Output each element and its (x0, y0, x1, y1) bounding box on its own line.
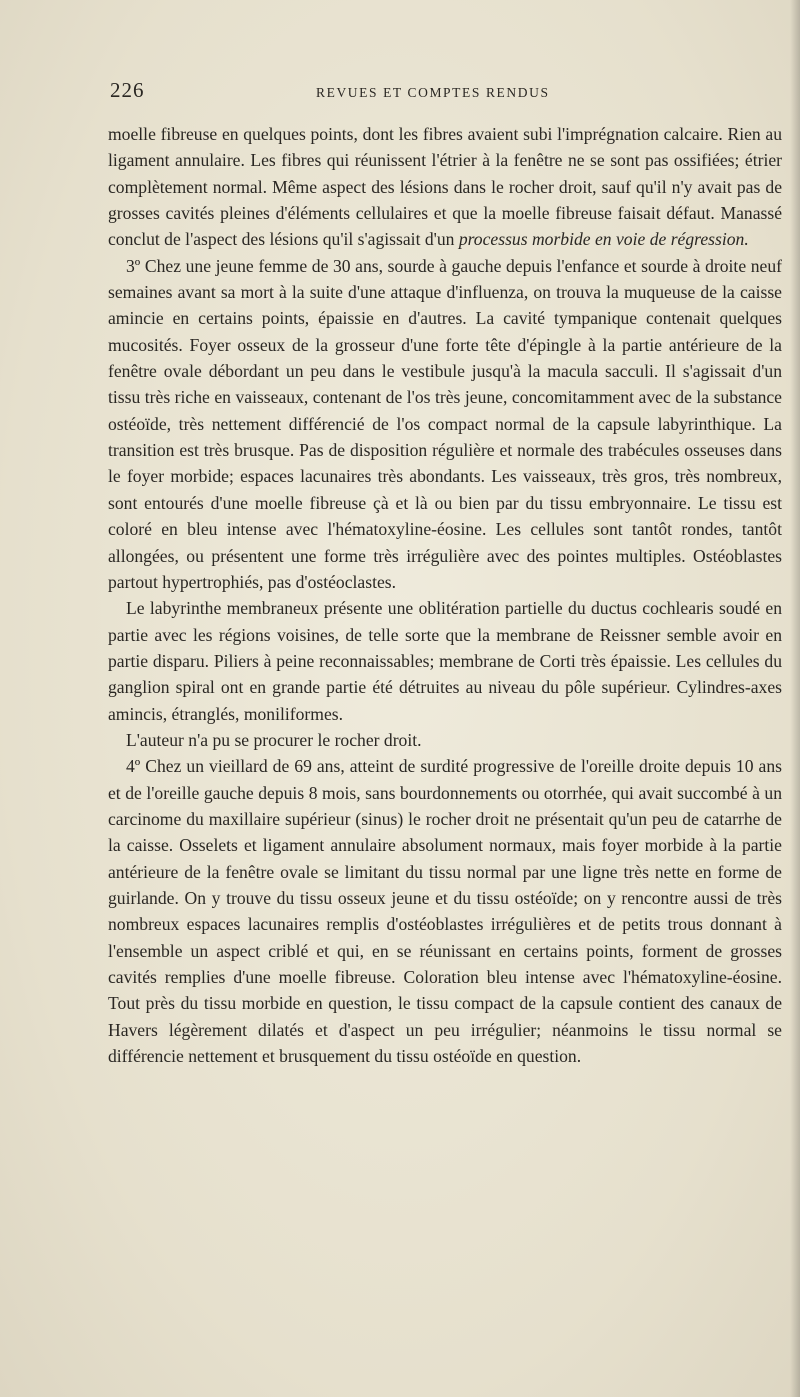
paragraph-labyrinth: Le labyrinthe membraneux présente une oblitération partielle du ductus cochlearis soudé en partie avec les régions voisines, de telle sorte que la membrane de Reissner semble avoir en partie disparu. Piliers à peine reconnaissables; membrane de Corti très épaissie. Les cellules du ganglion spiral ont en grande partie été détruites au niveau du pôle supérieur. Cylindres-axes amincis, étranglés, moniliformes. (108, 598, 782, 724)
paragraph-case-3: 3º Chez une jeune femme de 30 ans, sourde à gauche depuis l'enfance et sourde à droite neuf semaines avant sa mort à la suite d'une attaque d'influenza, on trouva la muqueuse de la caisse amincie en certains points, épaissie en d'autres. La cavité tympanique contenait quelques mucosités. Foyer osseux de la grosseur d'une forte tête d'épingle à la partie antérieure de la fenêtre ovale débordant un peu dans le vestibule jusqu'à la macula sacculi. Il s'agissait d'un tissu très riche en vaisseaux, contenant de l'os très jeune, concomitamment avec de la substance ostéoïde, très nettement différencié de l'os compact normal de la capsule labyrinthique. La transition est très brusque. Pas de disposition régulière et normale des trabécules osseuses dans le foyer morbide; espaces lacunaires très abondants. Les vaisseaux, très gros, très nombreux, sont entourés d'une moelle fibreuse çà et là ou bien par du tissu embryonnaire. Le tissu est coloré en bleu intense avec l'hématoxyline-éosine. Les cellules sont tantôt rondes, tantôt allongées, ou présentent une forme très irrégulière avec des pointes multiples. Ostéoblastes partout hypertrophiés, pas d'ostéoclastes. (108, 255, 782, 592)
page-number: 226 (110, 78, 145, 102)
page-header (106, 78, 784, 108)
running-title: REVUES ET COMPTES RENDUS (316, 85, 550, 100)
paragraph-case-4: 4º Chez un vieillard de 69 ans, atteint de surdité progressive de l'oreille droite depuis 10 ans et de l'oreille gauche depuis 8 mois, sans bourdonnements ou otorrhée, qui avait succombé à un carcinome du maxillaire supérieur (sinus) le rocher droit ne présentait qu'un peu de catarrhe de la caisse. Osselets et ligament annulaire absolument normaux, mais foyer morbide à la partie antérieure de la fenêtre ovale se limitant du tissu normal par une ligne très nette en forme de guirlande. On y trouve du tissu osseux jeune et du tissu ostéoïde; on y rencontre aussi de très nombreux espaces lacunaires remplis d'ostéoblastes irrégulières et de petits trous donnant à l'ensemble un aspect criblé et qui, en se réunissant en certains points, forment de grosses cavités remplies d'une moelle fibreuse. Coloration bleu intense avec l'hématoxyline-éosine. Tout près du tissu morbide en question, le tissu compact de la capsule contient des canaux de Havers légèrement dilatés et d'aspect un peu irrégulier; néanmoins le tissu normal se différencie nettement et brusquement du tissu ostéoïde en question. (108, 756, 782, 1067)
italic-phrase: processus morbide en voie de régression. (458, 229, 749, 250)
paragraph-author-note: L'auteur n'a pu se procurer le rocher droit. (126, 729, 422, 750)
paragraph-continued (108, 121, 782, 253)
body-text (108, 121, 782, 1069)
page-edge-shadow (790, 0, 800, 1397)
paragraph-text: moelle fibreuse en quelques points, dont les fibres avaient subi l'imprégnation calcaire. Rien au ligament annulaire. Les fibres qui réunissent l'étrier à la fenêtre ne se sont pas ossifiées; étrier complètement normal. Même aspect des lésions dans le rocher droit, sauf qu'il n'y avait pas de grosses cavités pleines d'éléments cellulaires et que la moelle fibreuse faisait défaut. Manassé conclut de l'aspect des lésions qu'il s'agissait d'un (108, 124, 782, 250)
